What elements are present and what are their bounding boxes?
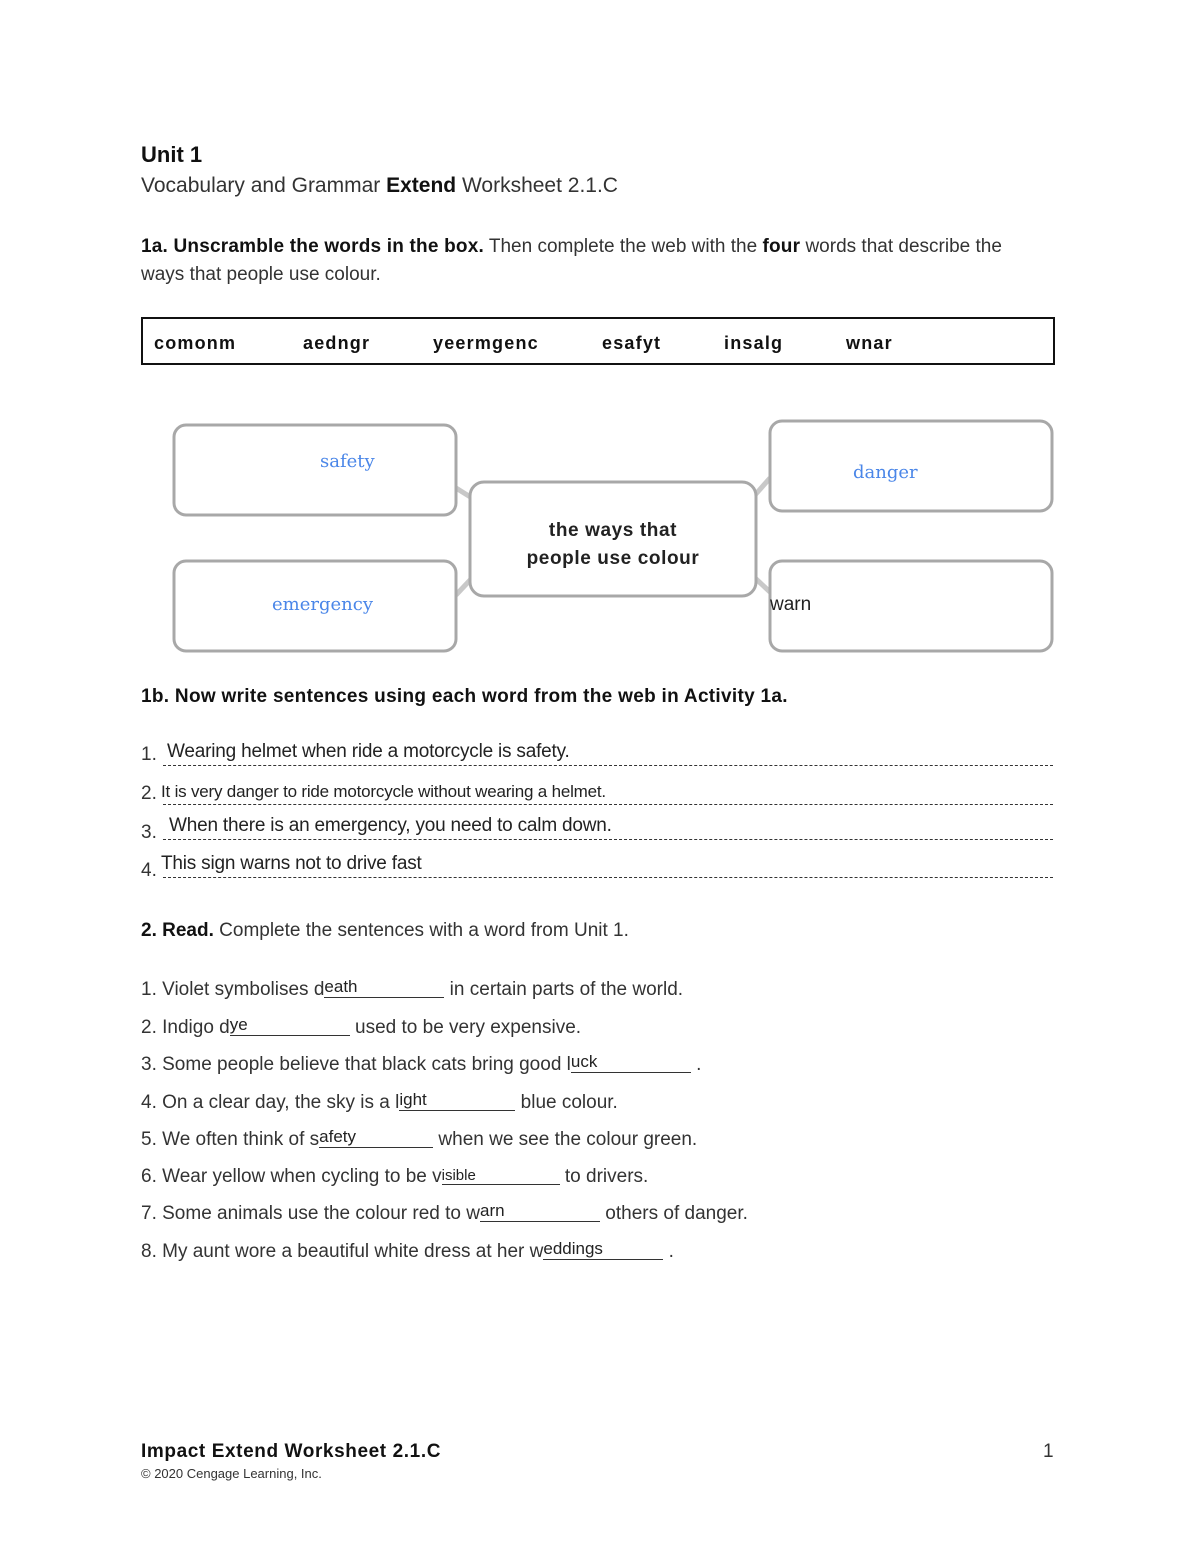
connector-top-right	[755, 478, 770, 495]
web-box-bottom-right	[770, 561, 1052, 651]
sentence-line	[141, 781, 1053, 805]
completion-blank[interactable]	[571, 1052, 691, 1073]
sentence-number: 2.	[141, 783, 157, 804]
sentence-answer: When there is an emergency, you need to calm down.	[169, 815, 612, 836]
scrambled-word: yeermgenc	[433, 333, 539, 353]
sentence-number: 3.	[141, 822, 157, 843]
completion-item: 7. Some animals use the colour red to w arn others of danger.	[141, 1201, 748, 1224]
completion-answer: eath	[324, 977, 358, 996]
completion-item: 3. Some people believe that black cats bring good l uck .	[141, 1052, 702, 1075]
completion-answer: ight	[399, 1090, 427, 1109]
activity-1a-instructions: 1a. Unscramble the words in the box. Then complete the web with the four words that describe the ways that people use colour.	[141, 236, 1002, 285]
completion-blank[interactable]	[543, 1239, 663, 1260]
activity-1b-heading: 1b. Now write sentences using each word from the web in Activity 1a.	[141, 686, 788, 707]
scrambled-word: esafyt	[602, 333, 662, 353]
completion-item: 4. On a clear day, the sky is a l ight blue colour.	[141, 1090, 618, 1113]
completion-item: 2. Indigo d ye used to be very expensive.	[141, 1015, 582, 1038]
footer-copyright: © 2020 Cengage Learning, Inc.	[141, 1466, 322, 1481]
sentence-answer: Wearing helmet when ride a motorcycle is safety.	[167, 741, 570, 762]
completion-blank[interactable]	[324, 977, 444, 998]
completion-blank[interactable]	[319, 1127, 433, 1148]
completion-item: 5. We often think of s afety when we see the colour green.	[141, 1127, 698, 1150]
completion-blank[interactable]	[480, 1201, 600, 1222]
scrambled-word: comonm	[154, 333, 237, 353]
scrambled-word: wnar	[846, 333, 893, 353]
completion-answer: ye	[229, 1015, 248, 1034]
sentence-number: 1.	[141, 744, 157, 765]
web-answer-top-left: safety	[320, 451, 375, 472]
completion-answer: afety	[319, 1127, 356, 1146]
web-center-label: the ways that people use colour	[526, 520, 700, 569]
completion-blank[interactable]	[399, 1090, 515, 1111]
unit-title: Unit 1	[141, 142, 203, 167]
sentence-answer: This sign warns not to drive fast	[161, 853, 422, 874]
completion-item: 8. My aunt wore a beautiful white dress at her w eddings .	[141, 1239, 674, 1262]
completion-answer: eddings	[543, 1239, 603, 1258]
scrambled-word: aedngr	[303, 333, 371, 353]
completion-answer: isible	[441, 1167, 476, 1184]
web-answer-bottom-right: warn	[770, 594, 812, 615]
activity-2-instructions: 2. Read. Complete the sentences with a word from Unit 1.	[141, 920, 629, 941]
sentence-line	[141, 742, 1053, 766]
sentence-line	[141, 815, 1053, 843]
word-web-diagram	[0, 0, 1200, 700]
completion-blank[interactable]	[442, 1164, 560, 1185]
web-answer-top-right: danger	[853, 462, 918, 483]
completion-item: 6. Wear yellow when cycling to be v isible to drivers.	[141, 1166, 649, 1187]
completion-blank[interactable]	[230, 1015, 350, 1036]
scrambled-word: insalg	[724, 333, 784, 353]
footer-title: Impact Extend Worksheet 2.1.C	[141, 1441, 442, 1462]
completion-item: 1. Violet symbolises d eath in certain parts of the world.	[141, 977, 684, 1000]
completion-answer: uck	[570, 1052, 598, 1071]
sentence-answer: It is very danger to ride motorcycle without wearing a helmet.	[161, 782, 606, 801]
web-box-top-left	[174, 425, 456, 515]
completion-answer: arn	[480, 1201, 505, 1220]
sentence-line	[141, 853, 1053, 881]
sentence-number: 4.	[141, 860, 157, 881]
web-answer-bottom-left: emergency	[272, 594, 373, 615]
worksheet-subtitle: Vocabulary and Grammar Extend Worksheet 2.1.C	[141, 174, 618, 197]
page-number: 1	[1043, 1441, 1054, 1462]
